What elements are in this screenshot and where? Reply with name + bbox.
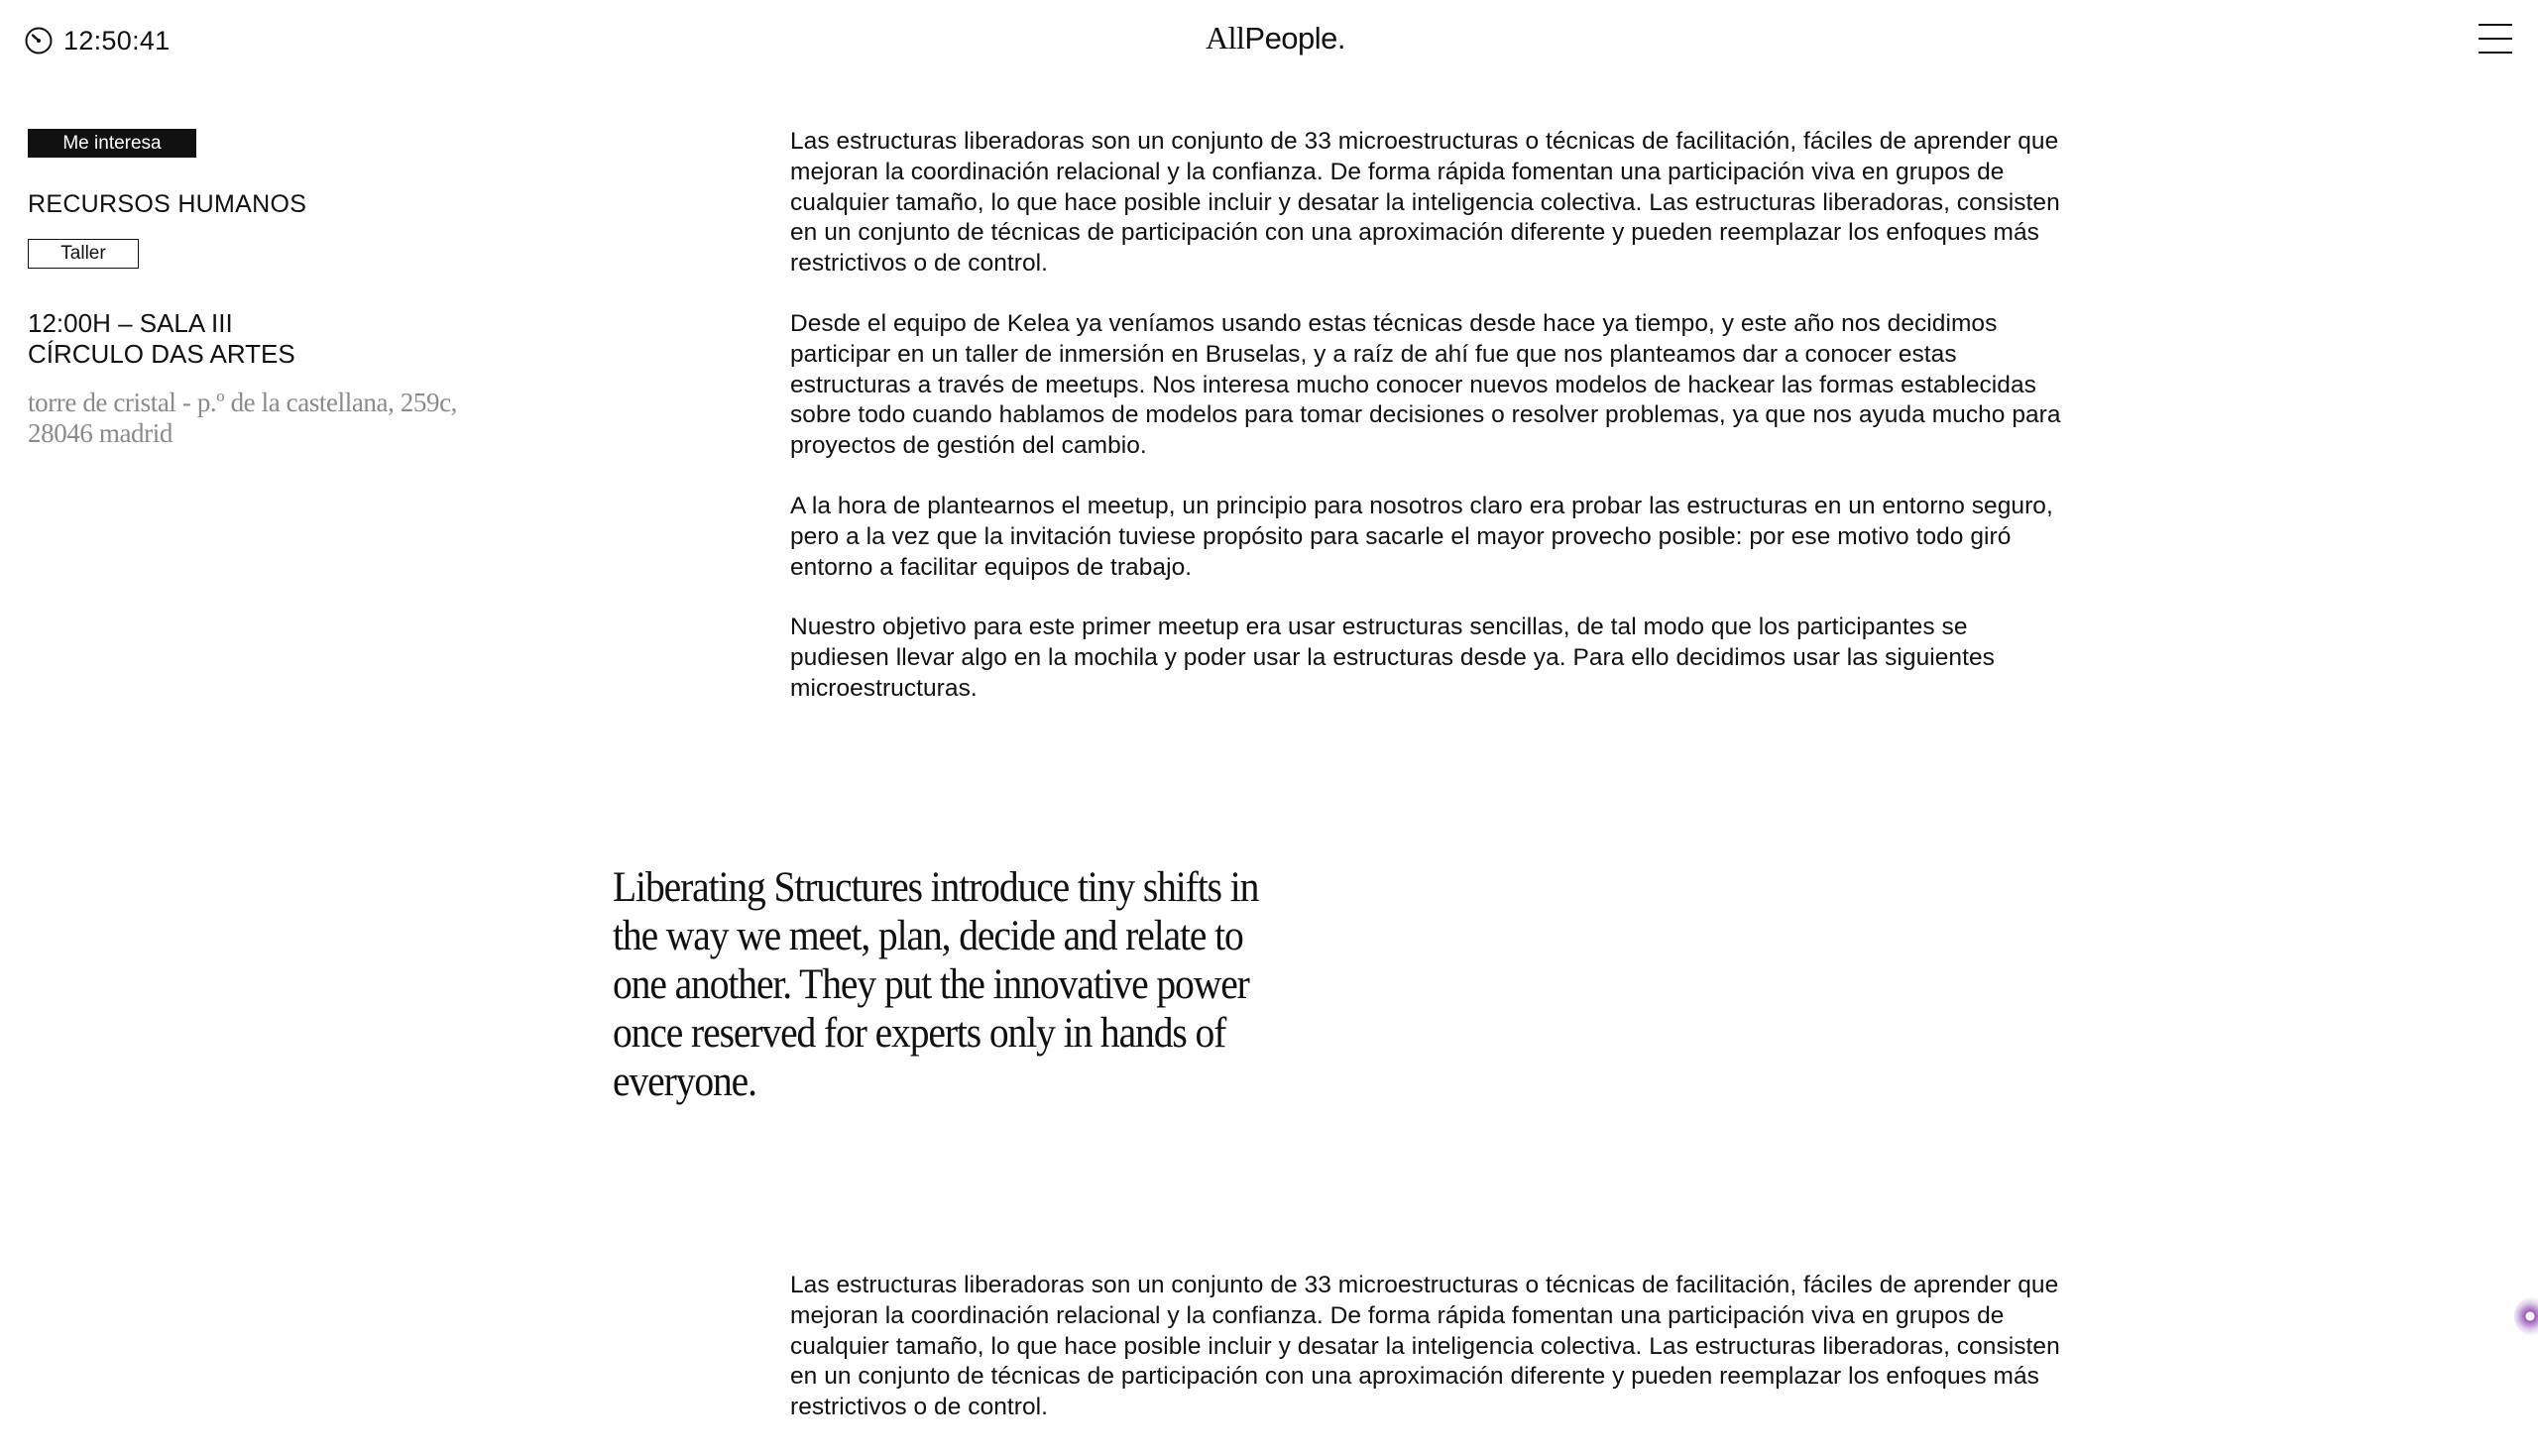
brand-logo-all: All bbox=[1206, 20, 1245, 56]
clock-time: 12:50:41 bbox=[63, 25, 171, 56]
address-line: torre de cristal - p.º de la castellana, 259c, bbox=[28, 388, 458, 417]
event-time-venue bbox=[28, 308, 543, 370]
menu-line bbox=[2479, 52, 2512, 54]
event-sidebar bbox=[28, 129, 543, 449]
pull-quote: Liberating Structures introduce tiny shifts in the way we meet, plan, decide and relate to one another. They put the innovative power once reserved for experts only in hands of everyone. bbox=[613, 864, 1259, 1105]
top-bar bbox=[0, 0, 2538, 79]
chat-bubble-icon[interactable] bbox=[2514, 1296, 2538, 1336]
clock bbox=[24, 24, 171, 57]
hamburger-menu-icon[interactable] bbox=[2475, 20, 2516, 57]
address-line: 28046 madrid bbox=[28, 418, 173, 448]
event-time-room: 12:00H – SALA III bbox=[28, 308, 233, 338]
menu-line bbox=[2479, 38, 2512, 40]
article-paragraph: Las estructuras liberadoras son un conjunto de 33 microestructuras o técnicas de facilitación, fáciles de aprender que mejoran la coordinación relacional y la confianza. De forma rápida fomentan una participación viva en grupos de cualquier tamaño, lo que hace posible incluir y desatar la inteligencia colectiva. Las estructuras liberadoras, consisten en un conjunto de técnicas de participación con una aproximación diferente y pueden reemplazar los enfoques más restrictivos o de control. bbox=[790, 128, 2060, 278]
interest-button[interactable]: Me interesa bbox=[28, 129, 196, 158]
event-venue: CÍRCULO DAS ARTES bbox=[28, 339, 295, 369]
event-category: RECURSOS HUMANOS bbox=[28, 190, 307, 218]
article-paragraph: Nuestro objetivo para este primer meetup era usar estructuras sencillas, de tal modo que los participantes se pudiesen llevar algo en la mochila y poder usar la estructuras desde ya. Para ello decidimos usar las siguientes microestructuras. bbox=[790, 614, 1995, 702]
article-paragraph: Las estructuras liberadoras son un conjunto de 33 microestructuras o técnicas de facilitación, fáciles de aprender que mejoran la coordinación relacional y la confianza. De forma rápida fomentan una participación viva en grupos de cualquier tamaño, lo que hace posible incluir y desatar la inteligencia colectiva. Las estructuras liberadoras, consisten en un conjunto de técnicas de participación con una aproximación diferente y pueden reemplazar los enfoques más restrictivos o de control. bbox=[790, 1272, 2060, 1421]
brand-logo[interactable] bbox=[1206, 20, 1345, 56]
brand-logo-people: People. bbox=[1244, 21, 1346, 56]
clock-icon bbox=[24, 26, 54, 56]
menu-line bbox=[2479, 24, 2512, 26]
article-body bbox=[790, 127, 2069, 734]
article-closing bbox=[790, 1271, 2069, 1423]
article-paragraph: Desde el equipo de Kelea ya veníamos usando estas técnicas desde hace ya tiempo, y este año nos decidimos participar en un taller de inmersión en Bruselas, y a raíz de ahí fue que nos planteamos dar a conocer estas estructuras a través de meetups. Nos interesa mucho conocer nuevos modelos de hackear las formas establecidas sobre todo cuando hablamos de modelos para tomar decisiones o resolver problemas, ya que nos ayuda mucho para proyectos de gestión del cambio. bbox=[790, 309, 2061, 460]
event-address bbox=[28, 388, 484, 449]
event-type-tag[interactable]: Taller bbox=[28, 239, 139, 269]
article-paragraph: A la hora de plantearnos el meetup, un principio para nosotros claro era probar las estructuras en un entorno seguro, pero a la vez que la invitación tuviese propósito para sacarle el mayor provecho posible: por ese motivo todo giró entorno a facilitar equipos de trabajo. bbox=[790, 492, 2053, 581]
